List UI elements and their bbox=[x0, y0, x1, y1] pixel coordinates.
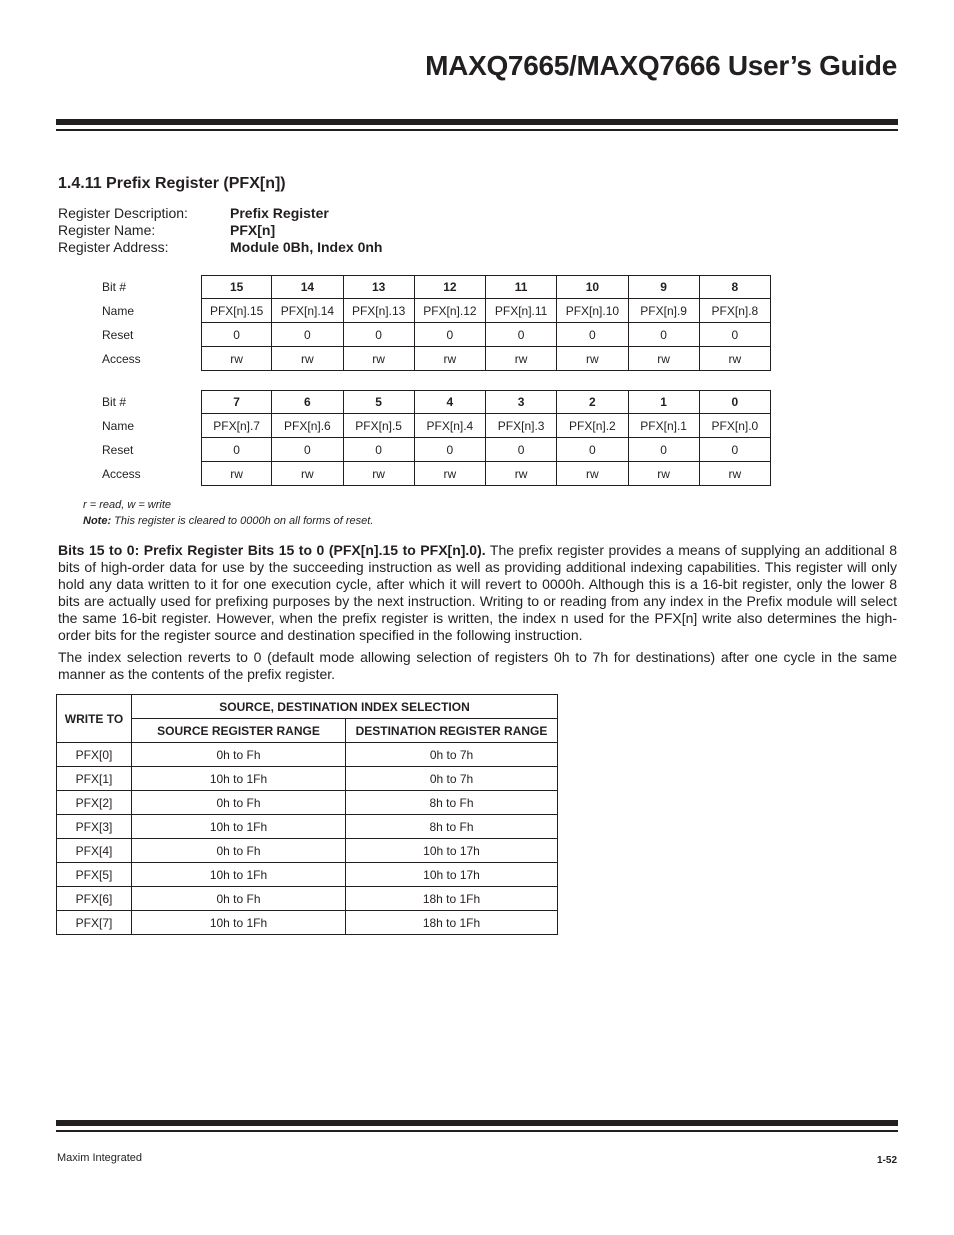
bit-access-cell: rw bbox=[486, 347, 557, 371]
bit-reset-cell: 0 bbox=[272, 323, 343, 347]
bit-number-cell: 0 bbox=[700, 390, 771, 414]
bit-reset-cell: 0 bbox=[486, 438, 557, 462]
bit-name-cell: PFX[n].15 bbox=[201, 299, 272, 323]
note-label: Note: bbox=[83, 515, 112, 527]
bit-access-cell: rw bbox=[557, 347, 628, 371]
bit-number-label: Bit # bbox=[102, 395, 127, 409]
register-name-value: PFX[n] bbox=[230, 222, 276, 238]
bit-reset-label: Reset bbox=[102, 443, 134, 457]
bit-access-cell: rw bbox=[629, 462, 700, 486]
bit-name-cell: PFX[n].1 bbox=[629, 414, 700, 438]
table-row bbox=[57, 911, 558, 935]
register-description-row bbox=[58, 205, 382, 222]
bit-reset-cell: 0 bbox=[557, 323, 628, 347]
table-row bbox=[57, 743, 558, 767]
header-rule-thick bbox=[56, 119, 898, 125]
bit-name-cell: PFX[n].3 bbox=[486, 414, 557, 438]
write-to-cell: PFX[4] bbox=[57, 839, 132, 863]
bit-access-label: Access bbox=[102, 467, 141, 481]
bit-name-cell: PFX[n].11 bbox=[486, 299, 557, 323]
bit-access-cell: rw bbox=[272, 462, 343, 486]
destination-range-cell: 0h to 7h bbox=[346, 767, 558, 791]
table-row bbox=[57, 791, 558, 815]
bit-name-cell: PFX[n].8 bbox=[700, 299, 771, 323]
destination-range-cell: 18h to 1Fh bbox=[346, 911, 558, 935]
section-heading: 1.4.11 Prefix Register (PFX[n]) bbox=[58, 175, 286, 192]
bit-reset-cell: 0 bbox=[415, 438, 486, 462]
source-range-cell: 10h to 1Fh bbox=[132, 863, 346, 887]
register-address-value: Module 0Bh, Index 0nh bbox=[230, 239, 383, 255]
write-to-cell: PFX[2] bbox=[57, 791, 132, 815]
bit-number-cell: 5 bbox=[344, 390, 415, 414]
bit-name-cell: PFX[n].0 bbox=[700, 414, 771, 438]
destination-range-cell: 0h to 7h bbox=[346, 743, 558, 767]
bit-number-cell: 10 bbox=[557, 275, 628, 299]
footer-rule-thin bbox=[56, 1130, 898, 1132]
bit-reset-cell: 0 bbox=[700, 438, 771, 462]
bit-table-high bbox=[102, 275, 771, 371]
write-to-cell: PFX[3] bbox=[57, 815, 132, 839]
bit-reset-row bbox=[102, 438, 771, 462]
page-number: 1-52 bbox=[876, 1155, 897, 1166]
bit-number-cell: 13 bbox=[344, 275, 415, 299]
table-row bbox=[57, 839, 558, 863]
source-range-cell: 0h to Fh bbox=[132, 791, 346, 815]
register-name-row bbox=[58, 222, 382, 239]
bit-access-cell: rw bbox=[700, 462, 771, 486]
bit-name-cell: PFX[n].13 bbox=[344, 299, 415, 323]
bit-name-cell: PFX[n].12 bbox=[415, 299, 486, 323]
destination-range-header: DESTINATION REGISTER RANGE bbox=[346, 719, 558, 743]
bit-number-cell: 15 bbox=[201, 275, 272, 299]
bit-access-cell: rw bbox=[344, 462, 415, 486]
bit-number-cell: 4 bbox=[415, 390, 486, 414]
note-text: This register is cleared to 0000h on all forms of reset. bbox=[111, 515, 374, 527]
bit-number-row bbox=[102, 275, 771, 299]
bit-number-cell: 14 bbox=[272, 275, 343, 299]
bit-name-label: Name bbox=[102, 304, 135, 318]
bit-reset-cell: 0 bbox=[201, 438, 272, 462]
footer-company: Maxim Integrated bbox=[57, 1152, 142, 1164]
write-to-cell: PFX[5] bbox=[57, 863, 132, 887]
bit-number-label: Bit # bbox=[102, 280, 127, 294]
bit-name-cell: PFX[n].14 bbox=[272, 299, 343, 323]
register-address-row bbox=[58, 239, 382, 256]
destination-range-cell: 8h to Fh bbox=[346, 815, 558, 839]
source-range-cell: 10h to 1Fh bbox=[132, 767, 346, 791]
write-to-cell: PFX[1] bbox=[57, 767, 132, 791]
table-row bbox=[57, 767, 558, 791]
bit-number-row bbox=[102, 390, 771, 414]
bit-name-cell: PFX[n].4 bbox=[415, 414, 486, 438]
destination-range-cell: 10h to 17h bbox=[346, 863, 558, 887]
reset-note bbox=[83, 515, 373, 527]
write-to-cell: PFX[6] bbox=[57, 887, 132, 911]
bit-name-label: Name bbox=[102, 419, 135, 433]
bit-reset-cell: 0 bbox=[700, 323, 771, 347]
register-description-label: Register Description: bbox=[58, 205, 188, 221]
bit-number-cell: 3 bbox=[486, 390, 557, 414]
bit-reset-row bbox=[102, 323, 771, 347]
bit-reset-cell: 0 bbox=[629, 323, 700, 347]
footer-rule-thick bbox=[56, 1120, 898, 1126]
bit-access-row bbox=[102, 462, 771, 486]
table-row bbox=[57, 863, 558, 887]
bit-name-row bbox=[102, 299, 771, 323]
source-range-cell: 10h to 1Fh bbox=[132, 815, 346, 839]
bit-access-row bbox=[102, 347, 771, 371]
source-range-cell: 0h to Fh bbox=[132, 887, 346, 911]
bits-description-paragraph bbox=[58, 542, 897, 644]
bit-name-cell: PFX[n].6 bbox=[272, 414, 343, 438]
bit-access-cell: rw bbox=[700, 347, 771, 371]
write-to-header: WRITE TO bbox=[57, 695, 132, 743]
bits-description-lead: Bits 15 to 0: Prefix Register Bits 15 to 0 (PFX[n].15 to PFX[n].0). bbox=[58, 542, 486, 558]
bit-access-cell: rw bbox=[486, 462, 557, 486]
register-address-label: Register Address: bbox=[58, 239, 169, 255]
bit-access-cell: rw bbox=[415, 462, 486, 486]
bit-name-cell: PFX[n].9 bbox=[629, 299, 700, 323]
bit-number-cell: 8 bbox=[700, 275, 771, 299]
bit-reset-cell: 0 bbox=[344, 438, 415, 462]
bit-access-cell: rw bbox=[272, 347, 343, 371]
bit-number-cell: 12 bbox=[415, 275, 486, 299]
destination-range-cell: 8h to Fh bbox=[346, 791, 558, 815]
bits-description-body: The prefix register provides a means of supplying an additional 8 bits of high-order data for use by the succeeding instruction as well as providing additional indexing capabilities. This register will only hold any data written to it for one execution cycle, after which it will revert to 0000h. Although this is a 16-bit register, only the lower 8 bits are actually used for prefixing purposes by the next instruction. Writing to or reading from any index in the Prefix module will select the same 16-bit register. However, when the prefix register is written, the index n used for the PFX[n] write also determines the high-order bits for the register source and destination specified in the following instruction. bbox=[58, 542, 897, 643]
bit-name-cell: PFX[n].7 bbox=[201, 414, 272, 438]
bit-access-cell: rw bbox=[415, 347, 486, 371]
destination-range-cell: 18h to 1Fh bbox=[346, 887, 558, 911]
bit-access-label: Access bbox=[102, 352, 141, 366]
bit-access-cell: rw bbox=[201, 347, 272, 371]
write-to-cell: PFX[0] bbox=[57, 743, 132, 767]
bit-access-cell: rw bbox=[557, 462, 628, 486]
index-selection-header: SOURCE, DESTINATION INDEX SELECTION bbox=[132, 695, 558, 719]
bit-number-cell: 1 bbox=[629, 390, 700, 414]
bit-access-cell: rw bbox=[629, 347, 700, 371]
register-description-value: Prefix Register bbox=[230, 205, 329, 221]
bit-number-cell: 2 bbox=[557, 390, 628, 414]
register-info bbox=[58, 205, 382, 256]
bit-number-cell: 9 bbox=[629, 275, 700, 299]
destination-range-cell: 10h to 17h bbox=[346, 839, 558, 863]
header-rule-thin bbox=[56, 129, 898, 131]
source-range-cell: 10h to 1Fh bbox=[132, 911, 346, 935]
index-selection-table bbox=[56, 694, 558, 935]
source-range-cell: 0h to Fh bbox=[132, 743, 346, 767]
bit-reset-label: Reset bbox=[102, 328, 134, 342]
bit-reset-cell: 0 bbox=[272, 438, 343, 462]
bit-number-cell: 6 bbox=[272, 390, 343, 414]
bit-number-cell: 11 bbox=[486, 275, 557, 299]
bit-access-cell: rw bbox=[201, 462, 272, 486]
bit-name-row bbox=[102, 414, 771, 438]
bit-reset-cell: 0 bbox=[344, 323, 415, 347]
bit-access-cell: rw bbox=[344, 347, 415, 371]
bit-number-cell: 7 bbox=[201, 390, 272, 414]
bit-reset-cell: 0 bbox=[557, 438, 628, 462]
bit-name-cell: PFX[n].10 bbox=[557, 299, 628, 323]
table-row bbox=[57, 887, 558, 911]
source-range-cell: 0h to Fh bbox=[132, 839, 346, 863]
index-selection-paragraph: The index selection reverts to 0 (default mode allowing selection of registers 0h to 7h for destinations) after one cycle in the same manner as the contents of the prefix register. bbox=[58, 649, 897, 682]
bit-name-cell: PFX[n].5 bbox=[344, 414, 415, 438]
write-to-cell: PFX[7] bbox=[57, 911, 132, 935]
bit-reset-cell: 0 bbox=[486, 323, 557, 347]
bit-table-low bbox=[102, 390, 771, 486]
bit-reset-cell: 0 bbox=[201, 323, 272, 347]
access-legend: r = read, w = write bbox=[83, 499, 172, 511]
table-row bbox=[57, 815, 558, 839]
bit-name-cell: PFX[n].2 bbox=[557, 414, 628, 438]
bit-reset-cell: 0 bbox=[415, 323, 486, 347]
bit-reset-cell: 0 bbox=[629, 438, 700, 462]
source-range-header: SOURCE REGISTER RANGE bbox=[132, 719, 346, 743]
document-title: MAXQ7665/MAXQ7666 User’s Guide bbox=[425, 50, 897, 81]
register-name-label: Register Name: bbox=[58, 222, 156, 238]
